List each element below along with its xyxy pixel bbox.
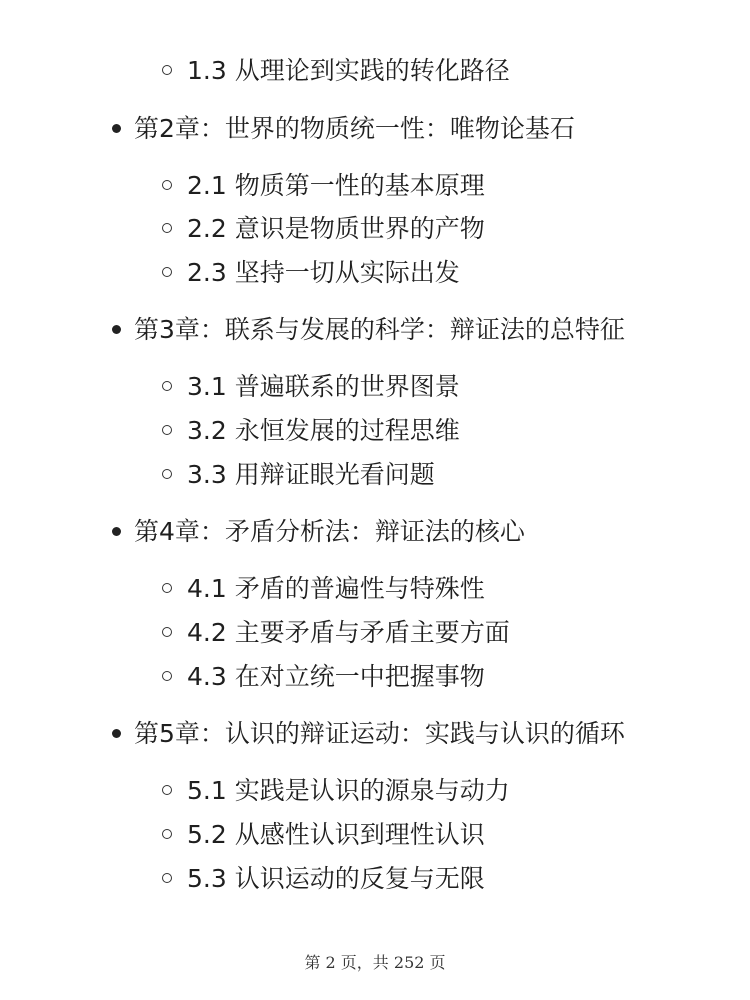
toc-item-text: 3.1 普遍联系的世界图景: [187, 372, 460, 401]
toc-section-4-2[interactable]: [162, 616, 510, 650]
toc-item-text: 第2章：世界的物质统一性：唯物论基石: [134, 114, 575, 143]
hollow-bullet-icon: [162, 65, 172, 75]
hollow-bullet-icon: [162, 469, 172, 479]
toc-chapter-5[interactable]: [112, 717, 625, 751]
filled-bullet-icon: [112, 124, 121, 133]
toc-item-text: 3.3 用辩证眼光看问题: [187, 460, 435, 489]
toc-item-text: 5.2 从感性认识到理性认识: [187, 820, 485, 849]
toc-item-text: 3.2 永恒发展的过程思维: [187, 416, 460, 445]
toc-chapter-2[interactable]: [112, 112, 575, 146]
toc-item-text: 2.2 意识是物质世界的产物: [187, 214, 485, 243]
page-number-footer: 第 2 页，共 252 页: [304, 953, 446, 972]
toc-section-3-2[interactable]: [162, 414, 460, 448]
filled-bullet-icon: [112, 729, 121, 738]
hollow-bullet-icon: [162, 381, 172, 391]
toc-item-text: 第4章：矛盾分析法：辩证法的核心: [134, 517, 525, 546]
hollow-bullet-icon: [162, 267, 172, 277]
toc-item-text: 1.3 从理论到实践的转化路径: [187, 56, 510, 85]
toc-section-3-3[interactable]: [162, 458, 435, 492]
toc-section-4-1[interactable]: [162, 572, 485, 606]
hollow-bullet-icon: [162, 785, 172, 795]
filled-bullet-icon: [112, 325, 121, 334]
toc-item-text: 2.1 物质第一性的基本原理: [187, 171, 485, 200]
toc-chapter-4[interactable]: [112, 515, 525, 549]
toc-section-2-3[interactable]: [162, 256, 460, 290]
toc-item-text: 4.1 矛盾的普遍性与特殊性: [187, 574, 485, 603]
toc-item-text: 4.2 主要矛盾与矛盾主要方面: [187, 618, 510, 647]
hollow-bullet-icon: [162, 223, 172, 233]
toc-chapter-3[interactable]: [112, 313, 625, 347]
hollow-bullet-icon: [162, 583, 172, 593]
toc-section-5-2[interactable]: [162, 818, 485, 852]
toc-item-text: 4.3 在对立统一中把握事物: [187, 662, 485, 691]
toc-section-3-1[interactable]: [162, 370, 460, 404]
hollow-bullet-icon: [162, 829, 172, 839]
toc-section-2-1[interactable]: [162, 169, 485, 203]
toc-section-5-1[interactable]: [162, 774, 510, 808]
toc-section-5-3[interactable]: [162, 862, 485, 896]
toc-section-1-3[interactable]: [162, 54, 510, 88]
toc-section-2-2[interactable]: [162, 212, 485, 246]
hollow-bullet-icon: [162, 671, 172, 681]
filled-bullet-icon: [112, 527, 121, 536]
hollow-bullet-icon: [162, 425, 172, 435]
toc-section-4-3[interactable]: [162, 660, 485, 694]
hollow-bullet-icon: [162, 627, 172, 637]
toc-item-text: 5.3 认识运动的反复与无限: [187, 864, 485, 893]
toc-item-text: 第5章：认识的辩证运动：实践与认识的循环: [134, 719, 625, 748]
toc-item-text: 2.3 坚持一切从实际出发: [187, 258, 460, 287]
toc-item-text: 第3章：联系与发展的科学：辩证法的总特征: [134, 315, 625, 344]
hollow-bullet-icon: [162, 873, 172, 883]
toc-item-text: 5.1 实践是认识的源泉与动力: [187, 776, 510, 805]
hollow-bullet-icon: [162, 180, 172, 190]
